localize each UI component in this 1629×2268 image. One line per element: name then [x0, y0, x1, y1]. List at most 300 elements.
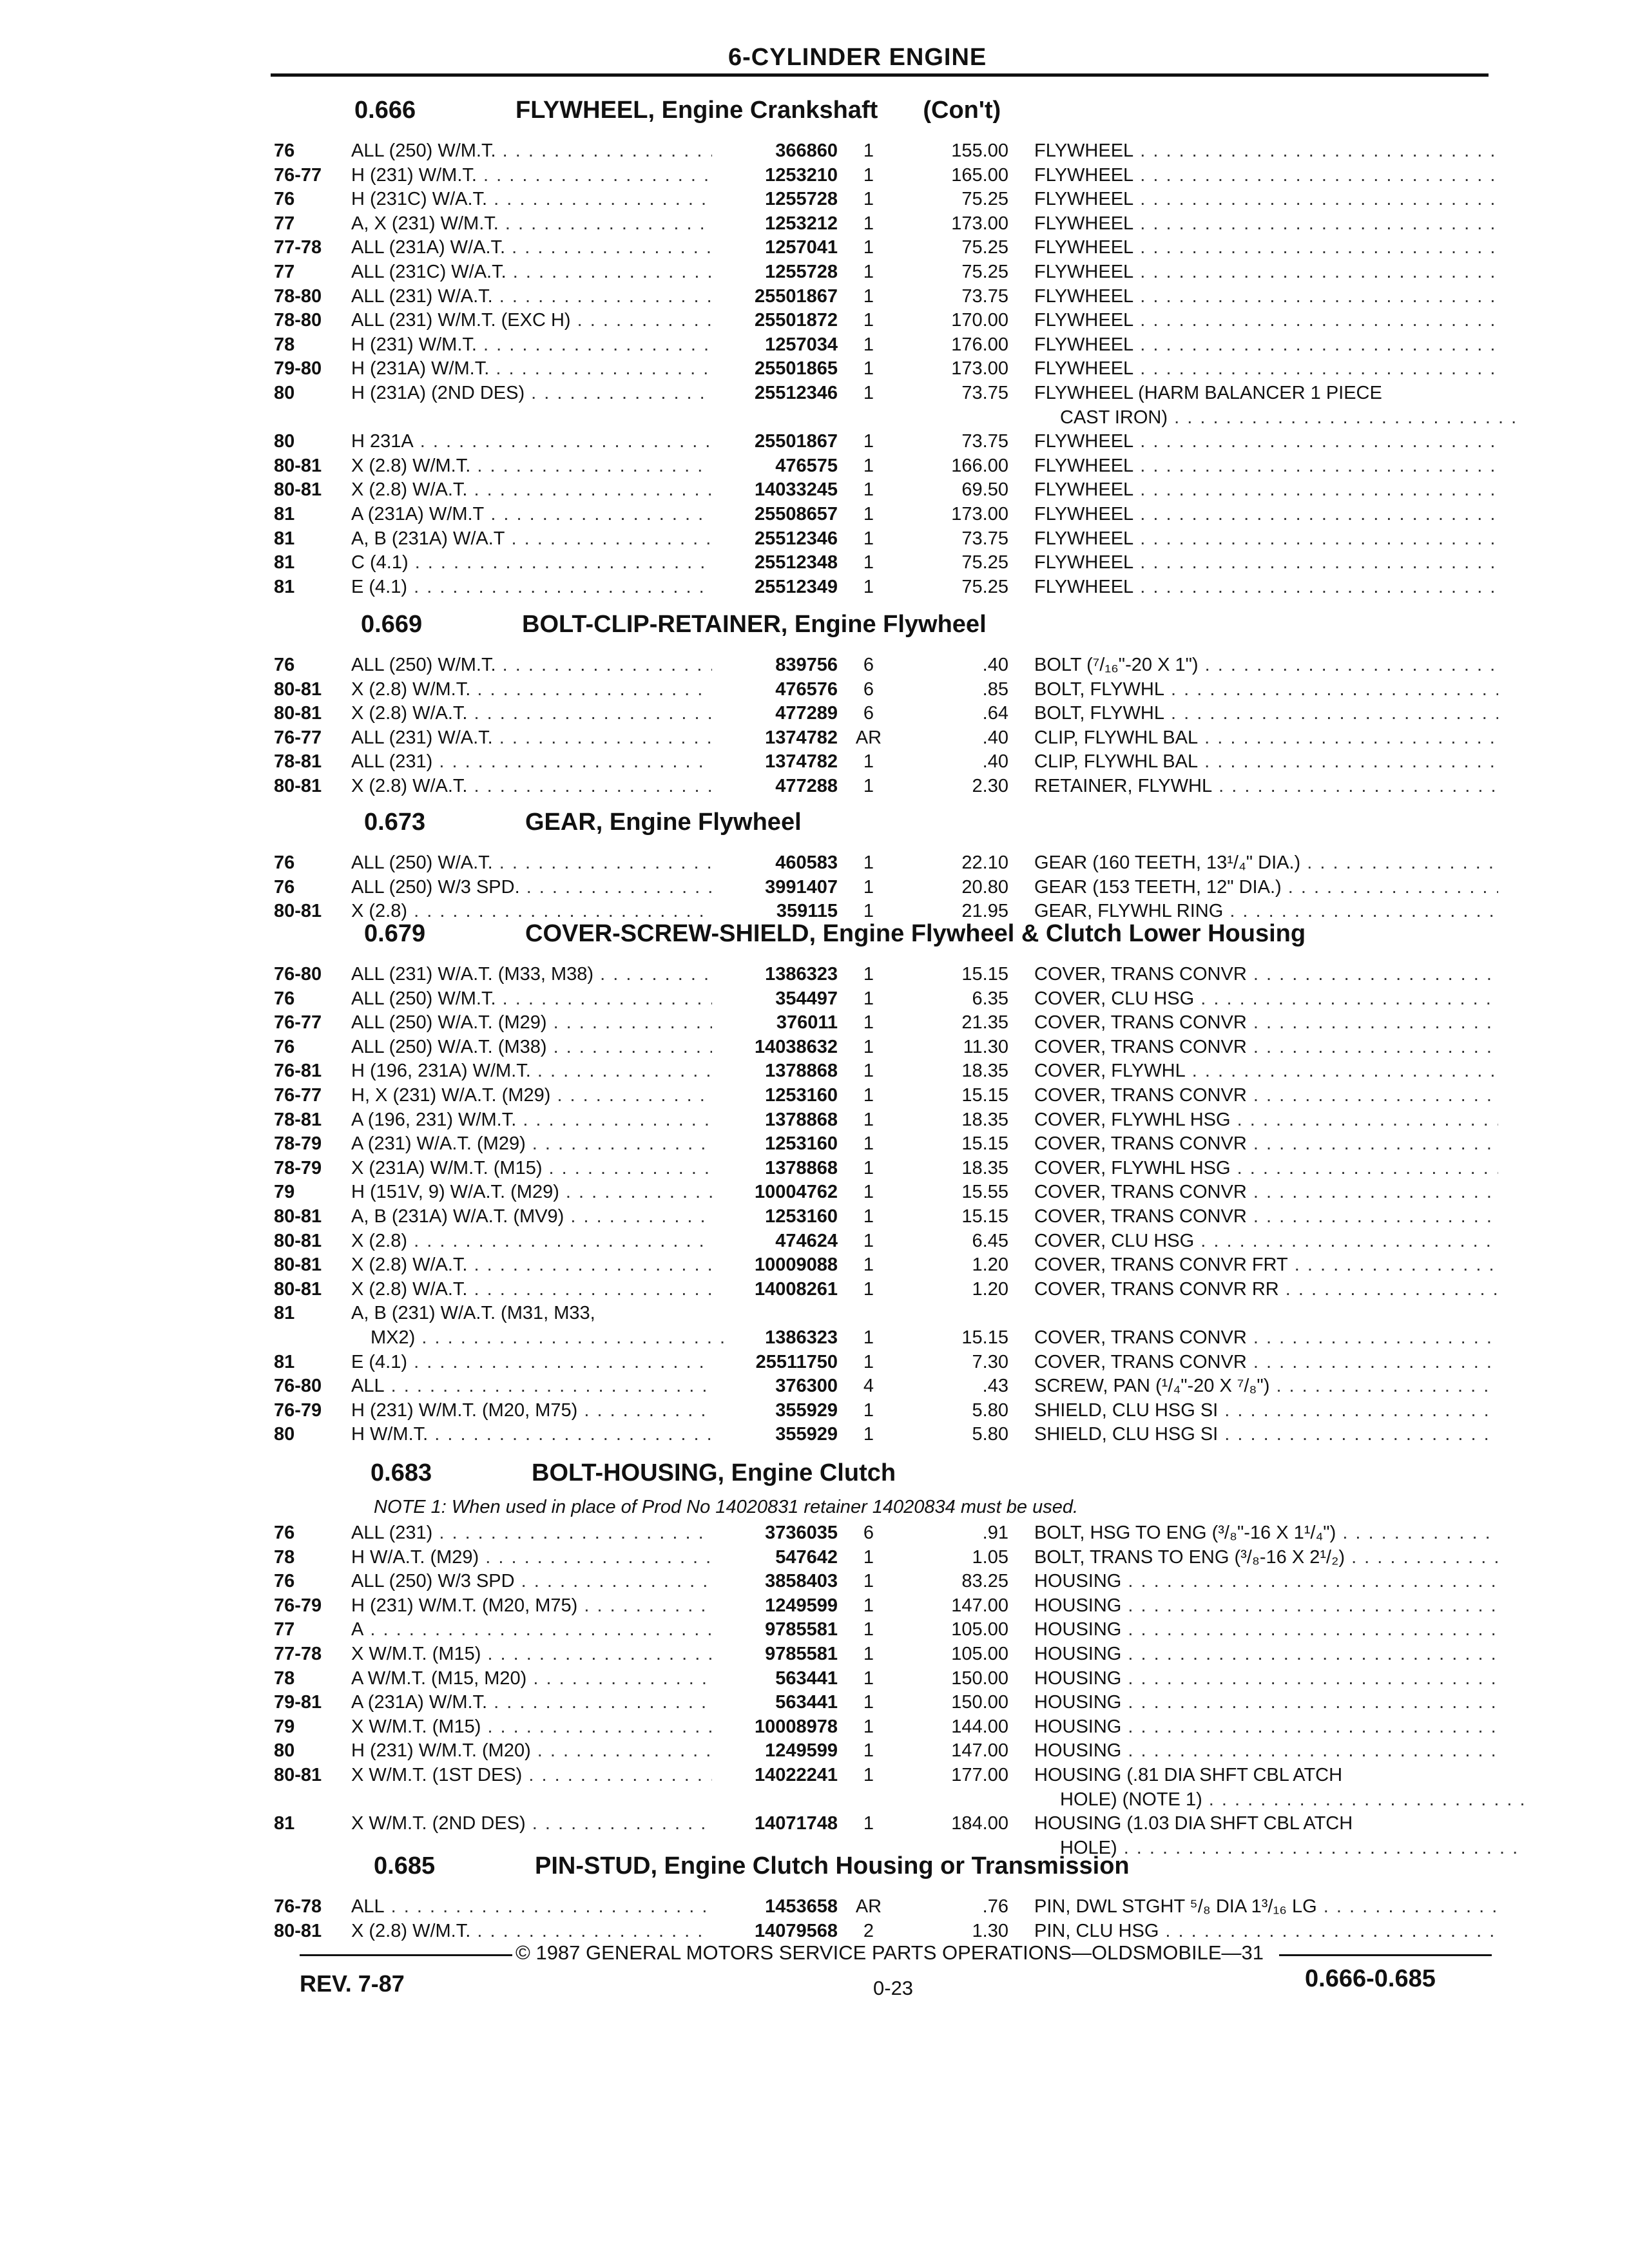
application: ALL (231) W/A.T. . . . — [351, 286, 712, 307]
table-row — [0, 1896, 1629, 1920]
model-year: 81 — [274, 1303, 295, 1324]
quantity: 1 — [863, 1157, 874, 1178]
section-code: 0.685 — [374, 1852, 436, 1879]
application: X W/M.T. (M15) . . . — [351, 1644, 712, 1665]
part-number: 1386323 — [765, 1327, 838, 1348]
description: FLYWHEEL . . . — [1034, 237, 1498, 258]
quantity: 1 — [863, 1109, 874, 1130]
application: ALL (231) W/M.T. (EXC H) . . . — [351, 310, 712, 331]
quantity: 1 — [863, 504, 874, 524]
table-row — [0, 1279, 1629, 1303]
part-number: 3858403 — [765, 1571, 838, 1592]
part-number: 376011 — [776, 1012, 838, 1033]
part-number: 25501867 — [754, 285, 838, 307]
table-row — [0, 727, 1629, 751]
table-row — [0, 407, 1629, 431]
application: X (2.8) W/A.T. . . . — [351, 1279, 712, 1300]
part-number: 25501867 — [754, 431, 838, 452]
table-row — [0, 1595, 1629, 1619]
table-row — [0, 1424, 1629, 1448]
model-year: 80-81 — [274, 678, 322, 700]
table-row — [0, 456, 1629, 479]
table-row — [0, 1085, 1629, 1109]
table-row — [0, 703, 1629, 727]
application: X (2.8) W/A.T. . . . — [351, 1254, 712, 1276]
quantity: 4 — [863, 1376, 874, 1397]
application: ALL (231C) W/A.T. . . . — [351, 262, 712, 283]
part-number: 476576 — [775, 678, 838, 700]
description: FLYWHEEL . . . — [1034, 213, 1498, 235]
price: 15.15 — [961, 964, 1008, 985]
price: 75.25 — [961, 237, 1008, 258]
application: ALL (250) W/M.T. . . . — [351, 655, 712, 676]
application: ALL (250) W/A.T. . . . — [351, 852, 712, 874]
section-note: NOTE 1: When used in place of Prod No 14020831 retainer 14020834 must be used. — [374, 1497, 1079, 1517]
quantity: 1 — [863, 1061, 874, 1082]
price: .85 — [982, 678, 1008, 700]
application: X (2.8) W/M.T. . . . — [351, 679, 712, 700]
quantity: AR — [855, 727, 882, 748]
table-row — [0, 1668, 1629, 1692]
part-number: 1253210 — [765, 164, 838, 186]
price: .40 — [982, 727, 1008, 748]
description: FLYWHEEL . . . — [1034, 262, 1498, 283]
footer-page-number: 0-23 — [873, 1977, 914, 1999]
model-year: 80-81 — [274, 1920, 322, 1941]
description: FLYWHEEL (HARM BALANCER 1 PIECE — [1034, 383, 1382, 403]
description: FLYWHEEL . . . — [1034, 577, 1498, 598]
price: .43 — [982, 1376, 1008, 1397]
description: COVER, TRANS CONVR . . . — [1034, 1012, 1498, 1033]
description: COVER, TRANS CONVR . . . — [1034, 1085, 1498, 1106]
table-row — [0, 1133, 1629, 1157]
model-year: 76-77 — [274, 727, 322, 748]
footer-code-range: 0.666-0.685 — [1305, 1965, 1436, 1992]
table-row — [0, 552, 1629, 576]
table-row — [0, 679, 1629, 703]
model-year: 76-77 — [274, 1012, 322, 1033]
application: H W/A.T. (M29) . . . — [351, 1547, 712, 1568]
price: 21.95 — [961, 901, 1008, 922]
quantity: 1 — [863, 1424, 874, 1445]
table-row — [0, 988, 1629, 1012]
model-year: 79-80 — [274, 358, 322, 380]
part-number: 10008978 — [754, 1716, 838, 1737]
quantity: 1 — [863, 237, 874, 258]
quantity: 6 — [863, 655, 874, 675]
quantity: 1 — [863, 1765, 874, 1785]
table-row — [0, 1400, 1629, 1424]
table-row — [0, 1619, 1629, 1643]
price: 147.00 — [951, 1740, 1008, 1762]
part-number: 355929 — [775, 1424, 838, 1445]
model-year: 80-81 — [274, 1278, 322, 1300]
section-title — [364, 809, 802, 836]
part-number: 1255728 — [765, 262, 838, 282]
section-code: 0.669 — [361, 611, 423, 638]
description: COVER, FLYWHL HSG . . . — [1034, 1158, 1498, 1179]
part-number: 25511750 — [755, 1351, 838, 1372]
part-number: 1253212 — [765, 213, 838, 234]
application: ALL (250) W/A.T. (M29) . . . — [351, 1012, 712, 1033]
table-row — [0, 165, 1629, 189]
price: 75.25 — [961, 262, 1008, 282]
model-year: 77 — [274, 262, 295, 282]
quantity: 1 — [863, 285, 874, 307]
description: GEAR (160 TEETH, 13¹/₄" DIA.) . . . — [1034, 852, 1498, 874]
application: A, X (231) W/M.T. . . . — [351, 213, 712, 235]
table-row — [0, 1206, 1629, 1230]
application: C (4.1) . . . — [351, 552, 712, 573]
description: FLYWHEEL . . . — [1034, 165, 1498, 186]
table-row — [0, 310, 1629, 334]
part-number: 10009088 — [754, 1254, 838, 1276]
part-number: 14071748 — [754, 1813, 838, 1834]
description: PIN, CLU HSG . . . — [1034, 1921, 1498, 1942]
part-number: 1378868 — [765, 1157, 838, 1178]
application: X (2.8) W/A.T. . . . — [351, 479, 712, 501]
description: BOLT, TRANS TO ENG (³/₈-16 X 2¹/₂) . . . — [1034, 1547, 1498, 1568]
part-number: 1249599 — [765, 1740, 838, 1762]
quantity: 6 — [863, 1523, 874, 1543]
table-row — [0, 213, 1629, 237]
footer-rule-left — [300, 1954, 512, 1956]
application: ALL (250) W/M.T. . . . — [351, 140, 712, 162]
model-year: 76-81 — [274, 1061, 322, 1082]
section-heading: COVER-SCREW-SHIELD, Engine Flywheel & Clutch Lower Housing — [525, 920, 1306, 947]
quantity: 1 — [863, 431, 874, 452]
quantity: 1 — [863, 479, 874, 501]
price: 144.00 — [951, 1716, 1008, 1737]
description: FLYWHEEL . . . — [1034, 431, 1498, 452]
section-continued: (Con't) — [923, 97, 1001, 124]
description: HOUSING . . . — [1034, 1619, 1498, 1640]
price: 15.15 — [961, 1133, 1008, 1155]
quantity: 1 — [863, 964, 874, 985]
price: 173.00 — [951, 504, 1008, 524]
application: H (231) W/M.T. (M20, M75) . . . — [351, 1595, 712, 1617]
price: 1.20 — [972, 1254, 1008, 1276]
price: 150.00 — [951, 1667, 1008, 1689]
application: X (231A) W/M.T. (M15) . . . — [351, 1158, 712, 1179]
section-code: 0.666 — [354, 97, 416, 124]
model-year: 76 — [274, 655, 295, 675]
quantity: 1 — [863, 576, 874, 597]
model-year: 76 — [274, 876, 295, 898]
model-year: 76-80 — [274, 964, 322, 985]
quantity: 1 — [863, 334, 874, 355]
application: ALL . . . — [351, 1896, 712, 1917]
application: X (2.8) W/M.T. . . . — [351, 456, 712, 477]
price: 166.00 — [951, 455, 1008, 476]
quantity: 1 — [863, 751, 874, 773]
price: 75.25 — [961, 189, 1008, 210]
price: 75.25 — [961, 576, 1008, 597]
application: X (2.8) W/A.T. . . . — [351, 776, 712, 797]
table-row — [0, 1158, 1629, 1182]
section-heading: PIN-STUD, Engine Clutch Housing or Transmission — [535, 1852, 1130, 1879]
description: COVER, TRANS CONVR FRT . . . — [1034, 1254, 1498, 1276]
quantity: 1 — [863, 262, 874, 282]
application: ALL (231) . . . — [351, 1523, 712, 1544]
price: 5.80 — [972, 1399, 1008, 1421]
table-row — [0, 1813, 1629, 1837]
application: X W/M.T. (1ST DES) . . . — [351, 1765, 712, 1786]
part-number: 1374782 — [765, 751, 838, 773]
table-row — [0, 1182, 1629, 1206]
application: H (231A) W/M.T. . . . — [351, 358, 712, 380]
model-year: 78-81 — [274, 751, 322, 773]
section-heading: GEAR, Engine Flywheel — [525, 809, 802, 836]
description: BOLT (⁷/₁₆"-20 X 1") . . . — [1034, 655, 1498, 676]
part-number: 376300 — [775, 1376, 838, 1397]
table-row — [0, 852, 1629, 876]
model-year: 81 — [274, 552, 295, 573]
part-number: 1257041 — [765, 237, 838, 258]
model-year: 76 — [274, 1523, 295, 1543]
application: H, X (231) W/A.T. (M29) . . . — [351, 1085, 712, 1106]
price: 73.75 — [961, 383, 1008, 403]
description: COVER, CLU HSG . . . — [1034, 1231, 1498, 1252]
model-year: 80-81 — [274, 703, 322, 724]
model-year: 78-80 — [274, 310, 322, 331]
price: 6.35 — [972, 988, 1008, 1009]
quantity: 2 — [863, 1920, 874, 1941]
table-row — [0, 655, 1629, 678]
price: 7.30 — [972, 1351, 1008, 1372]
model-year: 78 — [274, 1546, 295, 1568]
quantity: 1 — [863, 528, 874, 549]
application: ALL (231) W/A.T. (M33, M38) . . . — [351, 964, 712, 985]
application: H W/M.T. . . . — [351, 1424, 712, 1445]
table-row — [0, 431, 1629, 455]
quantity: 1 — [863, 140, 874, 161]
section-code: 0.683 — [371, 1459, 432, 1486]
part-number: 1257034 — [765, 334, 838, 355]
model-year: 80-81 — [274, 1206, 322, 1227]
model-year: 80 — [274, 383, 295, 403]
table-row — [0, 237, 1629, 261]
table-row — [0, 1644, 1629, 1667]
description: BOLT, HSG TO ENG (³/₈"-16 X 1¹/₄") . . . — [1034, 1523, 1498, 1544]
application: MX2) . . . — [371, 1327, 731, 1349]
quantity: AR — [855, 1896, 882, 1917]
part-number: 14079568 — [754, 1920, 838, 1941]
model-year: 76 — [274, 1036, 295, 1057]
application: A . . . — [351, 1619, 712, 1640]
model-year: 80-81 — [274, 479, 322, 501]
model-year: 81 — [274, 504, 295, 524]
application: H (231) W/M.T. (M20, M75) . . . — [351, 1400, 712, 1421]
table-row — [0, 877, 1629, 901]
description: SHIELD, CLU HSG SI . . . — [1034, 1424, 1498, 1445]
quantity: 1 — [863, 901, 874, 922]
application: X W/M.T. (M15) . . . — [351, 1716, 712, 1738]
description: HOUSING . . . — [1034, 1644, 1498, 1665]
model-year: 80-81 — [274, 455, 322, 476]
price: 147.00 — [951, 1595, 1008, 1616]
part-number: 839756 — [775, 655, 838, 675]
model-year: 80-81 — [274, 776, 322, 796]
description: HOLE) (NOTE 1) . . . — [1060, 1789, 1524, 1811]
model-year: 81 — [274, 1813, 295, 1834]
quantity: 1 — [863, 164, 874, 186]
description: COVER, FLYWHL . . . — [1034, 1061, 1498, 1082]
part-number: 477288 — [775, 776, 838, 796]
quantity: 1 — [863, 189, 874, 210]
description: HOUSING . . . — [1034, 1692, 1498, 1713]
description: COVER, CLU HSG . . . — [1034, 988, 1498, 1010]
part-number: 476575 — [775, 455, 838, 476]
description: COVER, TRANS CONVR . . . — [1034, 1182, 1498, 1203]
part-number: 25512349 — [754, 576, 838, 597]
table-row — [0, 1352, 1629, 1376]
price: 1.20 — [972, 1278, 1008, 1300]
description: FLYWHEEL . . . — [1034, 189, 1498, 210]
application: H (196, 231A) W/M.T. . . . — [351, 1061, 712, 1082]
description: SCREW, PAN (¹/₄"-20 X ⁷/₈") . . . — [1034, 1376, 1498, 1397]
description: FLYWHEEL . . . — [1034, 286, 1498, 307]
model-year: 76 — [274, 189, 295, 210]
header-rule — [271, 73, 1489, 77]
description: SHIELD, CLU HSG SI . . . — [1034, 1400, 1498, 1421]
part-number: 355929 — [775, 1399, 838, 1421]
price: 5.80 — [972, 1424, 1008, 1445]
application: X (2.8) W/M.T. . . . — [351, 1921, 712, 1942]
quantity: 1 — [863, 1595, 874, 1616]
price: .76 — [982, 1896, 1008, 1917]
application: A, B (231A) W/A.T . . . — [351, 528, 712, 550]
description: HOUSING (1.03 DIA SHFT CBL ATCH — [1034, 1813, 1353, 1834]
description: CLIP, FLYWHL BAL . . . — [1034, 751, 1498, 773]
table-row — [0, 1789, 1629, 1813]
table-row — [0, 1231, 1629, 1254]
application: ALL (250) W/M.T. . . . — [351, 988, 712, 1010]
footer-revision: REV. 7-87 — [300, 1970, 405, 1997]
price: 176.00 — [951, 334, 1008, 355]
table-row — [0, 1547, 1629, 1571]
model-year: 76-79 — [274, 1595, 322, 1616]
table-row — [0, 964, 1629, 988]
model-year: 78 — [274, 334, 295, 355]
model-year: 76-77 — [274, 164, 322, 186]
quantity: 1 — [863, 1716, 874, 1737]
application: E (4.1) . . . — [351, 577, 712, 598]
quantity: 1 — [863, 1182, 874, 1203]
description: COVER, TRANS CONVR . . . — [1034, 1037, 1498, 1058]
part-number: 25512346 — [754, 383, 838, 403]
quantity: 1 — [863, 988, 874, 1009]
table-row — [0, 1037, 1629, 1061]
price: 170.00 — [951, 310, 1008, 331]
part-number: 474624 — [775, 1230, 838, 1251]
description: HOLE) . . . — [1060, 1838, 1524, 1859]
price: 18.35 — [961, 1109, 1008, 1130]
description: HOUSING . . . — [1034, 1740, 1498, 1762]
table-row — [0, 776, 1629, 800]
price: 73.75 — [961, 528, 1008, 549]
description: HOUSING . . . — [1034, 1571, 1498, 1592]
table-row — [0, 1692, 1629, 1716]
table-row — [0, 479, 1629, 503]
table-row — [0, 1110, 1629, 1133]
application: ALL (231) W/A.T. . . . — [351, 727, 712, 749]
part-number: 14038632 — [754, 1036, 838, 1057]
model-year: 81 — [274, 576, 295, 597]
quantity: 1 — [863, 358, 874, 380]
table-row — [0, 1327, 1629, 1351]
table-row — [0, 1740, 1629, 1764]
section-title — [361, 611, 987, 639]
model-year: 76-80 — [274, 1376, 322, 1397]
description: COVER, TRANS CONVR . . . — [1034, 1206, 1498, 1227]
part-number: 563441 — [775, 1692, 838, 1713]
table-row — [0, 1765, 1629, 1789]
price: 20.80 — [961, 876, 1008, 898]
part-number: 9785581 — [765, 1619, 838, 1640]
price: 73.75 — [961, 285, 1008, 307]
quantity: 1 — [863, 1036, 874, 1057]
application: A (196, 231) W/M.T. . . . — [351, 1110, 712, 1131]
section-heading: BOLT-HOUSING, Engine Clutch — [532, 1459, 896, 1486]
part-number: 14022241 — [754, 1765, 838, 1785]
description: COVER, TRANS CONVR . . . — [1034, 1133, 1498, 1155]
price: 1.05 — [972, 1546, 1008, 1568]
table-row — [0, 577, 1629, 601]
description: COVER, TRANS CONVR . . . — [1034, 1352, 1498, 1373]
price: 177.00 — [951, 1765, 1008, 1785]
application: A, B (231) W/A.T. (M31, M33, — [351, 1303, 595, 1324]
quantity: 1 — [863, 383, 874, 403]
table-row — [0, 1571, 1629, 1595]
quantity: 1 — [863, 1644, 874, 1664]
footer-rule-right — [1279, 1954, 1492, 1956]
part-number: 1386323 — [765, 964, 838, 985]
quantity: 1 — [863, 1571, 874, 1592]
table-row — [0, 528, 1629, 552]
model-year: 80-81 — [274, 1765, 322, 1785]
part-number: 14033245 — [754, 479, 838, 501]
part-number: 1378868 — [765, 1061, 838, 1082]
model-year: 78-80 — [274, 285, 322, 307]
price: .64 — [982, 703, 1008, 724]
price: .40 — [982, 751, 1008, 773]
table-row — [0, 1303, 1629, 1327]
table-row — [0, 1254, 1629, 1278]
price: 1.30 — [972, 1920, 1008, 1941]
section-title — [371, 1459, 896, 1487]
description: FLYWHEEL . . . — [1034, 358, 1498, 380]
model-year: 77 — [274, 1619, 295, 1640]
quantity: 1 — [863, 1546, 874, 1568]
model-year: 80-81 — [274, 1230, 322, 1251]
section-code: 0.673 — [364, 809, 426, 836]
price: 15.55 — [961, 1182, 1008, 1203]
quantity: 1 — [863, 1327, 874, 1348]
model-year: 77 — [274, 213, 295, 234]
quantity: 1 — [863, 852, 874, 873]
part-number: 547642 — [775, 1546, 838, 1568]
application: X (2.8) W/A.T. . . . — [351, 703, 712, 724]
part-number: 1253160 — [765, 1133, 838, 1155]
section-heading: BOLT-CLIP-RETAINER, Engine Flywheel — [522, 611, 987, 638]
part-number: 1255728 — [765, 189, 838, 210]
description: HOUSING . . . — [1034, 1716, 1498, 1738]
price: 6.45 — [972, 1230, 1008, 1251]
part-number: 354497 — [775, 988, 838, 1009]
price: 21.35 — [961, 1012, 1008, 1033]
description: FLYWHEEL . . . — [1034, 310, 1498, 331]
